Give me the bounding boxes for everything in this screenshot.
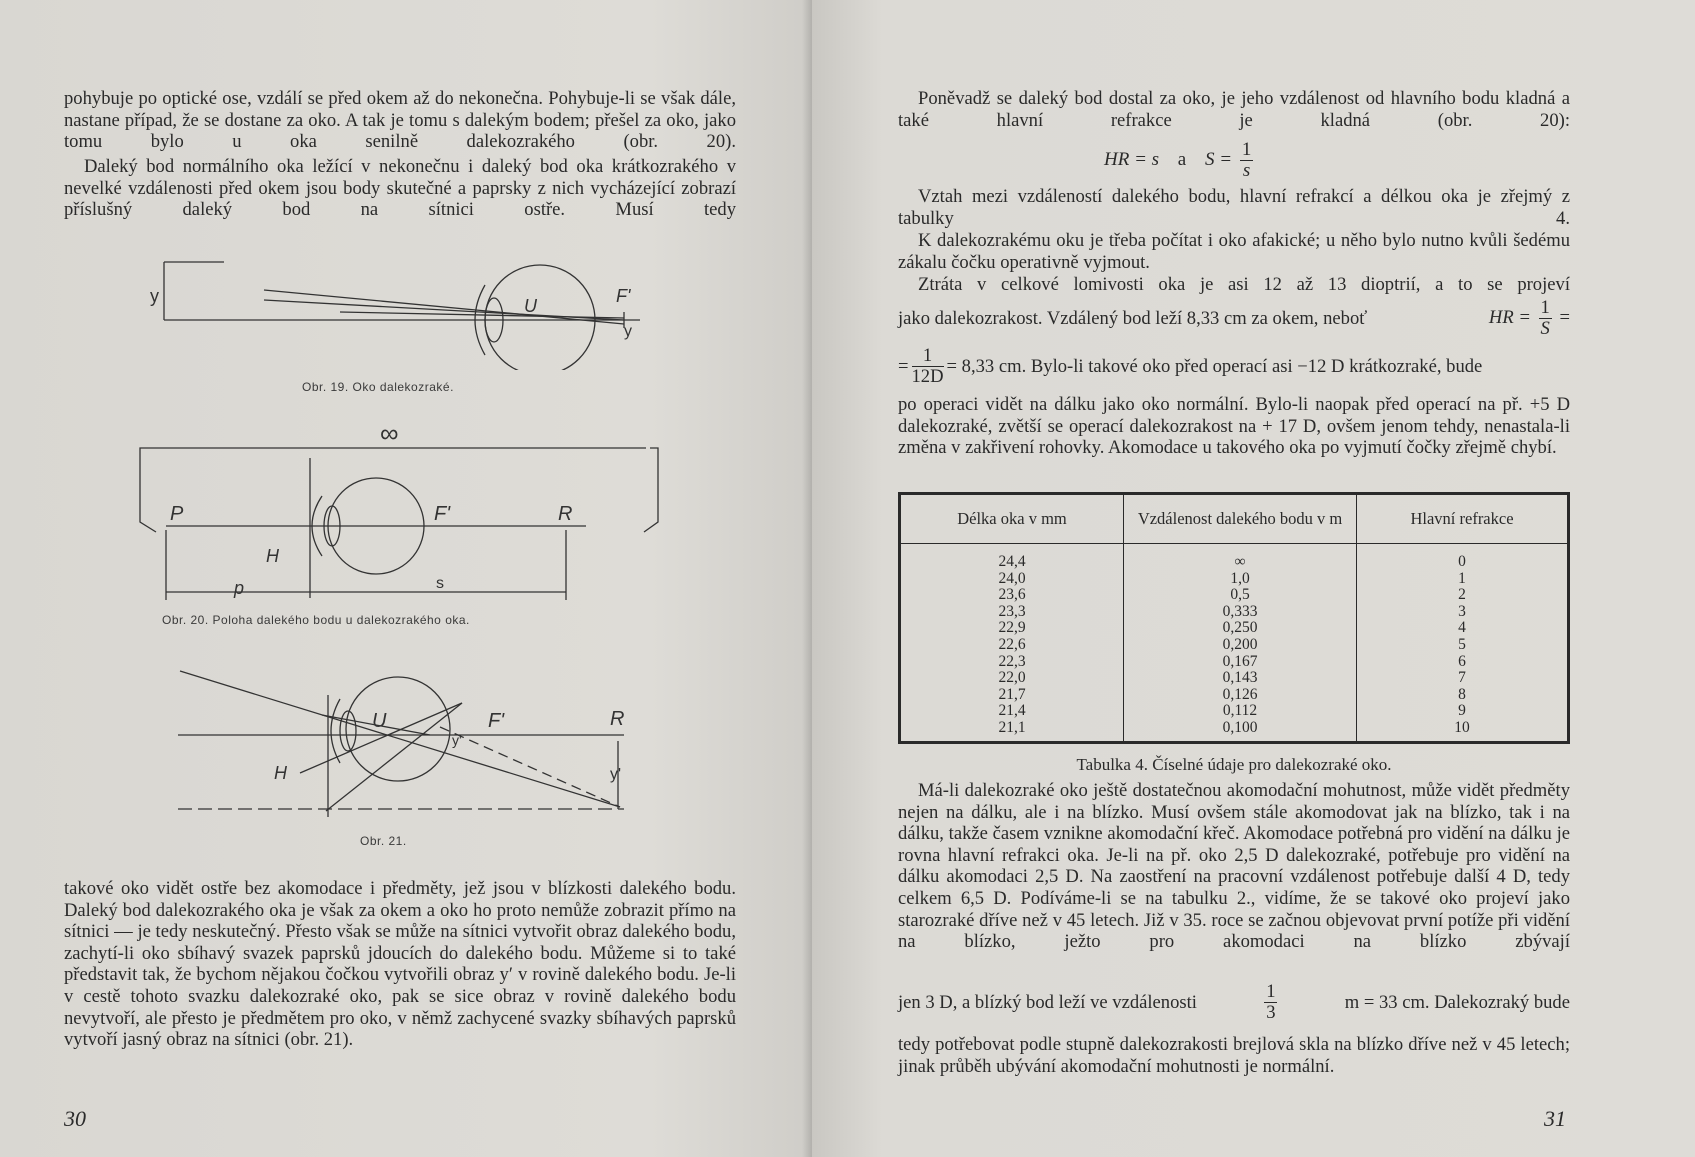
- right-paragraph-5-end: tedy potřebovat podle stupně dalekozrakosti brejlová skla na blízko dříve než v 45 letech; jinak průběh ubývání akomodační mohutnosti je normální.: [898, 1034, 1570, 1077]
- table-cell: 23,6: [998, 586, 1026, 604]
- fig21-label-y-inner: y': [452, 732, 462, 748]
- table-cell: 7: [1458, 669, 1466, 687]
- table-cell: 0,143: [1222, 669, 1258, 687]
- refraction-table: [898, 492, 1570, 744]
- p4-line2-text: jako dalekozrakost. Vzdálený bod leží 8,33 cm za okem, neboť: [898, 307, 1368, 329]
- table-cell: 4: [1458, 619, 1466, 637]
- fig20-label-H: H: [266, 546, 279, 566]
- right-paragraph-5: Má-li dalekozraké oko ještě dostatečnou akomodační mohutnost, může vidět předměty nejen na dálku, ale i na blízko. Musí ovšem stále akomodovat jak na blízko, tak i na dálku, takže časem vznikne akomodační křeč. Akomodace potřebná pro vidění na dálku je rovna hlavní refrakci oka. Je-li na př. oko 2,5 D dalekozraké, potřebuje pro vidění na dálku akomodaci 2,5 D. Na zaostření na pracovní vzdálenost potřebuje další 4 D, tedy celkem 6,5 D. Podíváme-li se na tabulku 2., vidíme, že se takové oko projeví jako starozraké dříve než v 45 letech. Již v 35. roce se začnou objevovat první potíže při vidění na blízko, ježto pro akomodaci na blízko zbývají: [898, 780, 1570, 953]
- fig21-label-R: R: [610, 708, 625, 730]
- fig21-label-H: H: [274, 763, 287, 783]
- p4-equals: =: [1559, 306, 1570, 328]
- left-paragraph-2: Daleký bod normálního oka ležící v nekonečnu i daleký bod oka krátkozrakého v nevelké vzdálenosti před okem jsou body skutečné a paprsky z nich vycházející zobrazí příslušný daleký bod na sítnici ostře. Musí tedy: [64, 156, 736, 221]
- table-cell: 8: [1458, 685, 1466, 703]
- fig19-label-F: F': [616, 286, 631, 306]
- table-header-eye-length: Délka oka v mm: [900, 494, 1124, 544]
- fig21-label-y-prime: y': [610, 766, 622, 783]
- fig21-label-U: U: [372, 710, 387, 732]
- table-col-far-point: [1124, 544, 1357, 743]
- table-cell: 3: [1458, 602, 1466, 620]
- table-col-refraction: [1357, 544, 1569, 743]
- right-paragraph-2: Vztah mezi vzdáleností dalekého bodu, hlavní refrakcí a délkou oka je zřejmý z tabulky 4.: [898, 186, 1570, 229]
- p4-fraction-1: [1539, 298, 1552, 339]
- fig20-label-p: p: [234, 578, 245, 598]
- table-cell: 0,5: [1230, 586, 1250, 604]
- right-paragraph-4-rest: po operaci vidět na dálku jako oko normální. Bylo-li naopak před operací na př. +5 D dalekozraké, zvětší se operací dalekozrakost na + 17 D, ovšem jenom tehdy, nenastala-li změna v zakřivení rohovky. Akomodace u takového oka po vyjmutí čočky zřejmě chybí.: [898, 394, 1570, 459]
- table-col-eye-length: [900, 544, 1124, 743]
- p4-fraction-1-num: 1: [1540, 297, 1550, 318]
- table-header-far-point: Vzdálenost dalekého bodu v m: [1124, 494, 1357, 544]
- p5-line-post: m = 33 cm. Dalekozraký bude: [1344, 991, 1570, 1013]
- formula-fraction-den: s: [1242, 160, 1251, 181]
- figure-19-diagram: [140, 240, 660, 370]
- table-cell: 2: [1458, 586, 1466, 604]
- table-cell: 22,9: [998, 619, 1026, 637]
- fig19-label-U: U: [524, 296, 537, 316]
- p4-hr: HR =: [1488, 306, 1531, 328]
- right-paragraph-4-line-3: [898, 346, 1570, 387]
- fig20-label-P: P: [170, 503, 184, 525]
- p5-line-pre: jen 3 D, a blízký bod leží ve vzdálenosti: [898, 991, 1197, 1013]
- table-cell: 23,3: [998, 602, 1026, 620]
- p4-fraction-2-den: 12D: [911, 366, 944, 387]
- fig20-label-F: F': [434, 503, 451, 525]
- left-page-number: 30: [64, 1106, 86, 1131]
- table-cell: 1,0: [1230, 569, 1250, 587]
- right-paragraph-4-line-1: Ztráta v celkové lomivosti oka je asi 12 až 13 dioptrií, a to se projeví: [918, 274, 1570, 295]
- table-cell: 6: [1458, 652, 1466, 670]
- figure-21-caption: Obr. 21.: [360, 834, 407, 848]
- table-header-row: [900, 494, 1569, 544]
- fig20-label-infinity: ∞: [380, 420, 399, 448]
- formula-hr-left: HR = s: [1104, 148, 1160, 170]
- p4-line3-eq: =: [898, 355, 909, 377]
- table-cell: 21,7: [998, 685, 1026, 703]
- figure-20-caption: Obr. 20. Poloha dalekého bodu u dalekozrakého oka.: [162, 613, 470, 627]
- table-cell: 9: [1458, 702, 1466, 720]
- table-cell: 0,126: [1222, 685, 1258, 703]
- right-paragraph-3: K dalekozrakému oku je třeba počítat i oko afakické; u něho bylo nutno kvůli šedému zákalu čočku operativně vyjmout.: [898, 230, 1570, 273]
- formula-s-prefix: S =: [1204, 148, 1233, 170]
- p4-fraction-1-den: S: [1540, 318, 1550, 339]
- table-cell: 24,0: [998, 569, 1026, 587]
- p4-fraction-2: [912, 346, 944, 387]
- table-cell: 22,6: [998, 635, 1026, 653]
- table-cell: 0,112: [1222, 702, 1258, 720]
- right-paragraph-1: Poněvadž se daleký bod dostal za oko, je jeho vzdálenost od hlavního bodu kladná a také hlavní refrakce je kladná (obr. 20):: [898, 88, 1570, 131]
- table-cell: 0,167: [1222, 652, 1258, 670]
- formula-fraction-num: 1: [1241, 139, 1252, 160]
- table-cell: 21,1: [998, 718, 1026, 736]
- right-paragraph-4-line-2: [898, 298, 1570, 339]
- p4-fraction-2-num: 1: [912, 346, 944, 367]
- fig20-label-s: s: [436, 575, 444, 592]
- right-paragraph-5-formula-line: [898, 982, 1570, 1023]
- table-cell: 1: [1458, 569, 1466, 587]
- table-cell: 22,3: [998, 652, 1026, 670]
- p4-line2-formula: [1489, 298, 1570, 339]
- table-body-row: [900, 544, 1569, 743]
- table-cell: 24,4: [998, 553, 1026, 570]
- table-cell: ∞: [1234, 553, 1246, 570]
- fig19-label-y-image: y: [624, 323, 632, 340]
- p5-fraction-num: 1: [1266, 981, 1276, 1002]
- fig20-label-R: R: [558, 503, 573, 525]
- left-page: [0, 0, 812, 1157]
- table-cell: 10: [1454, 718, 1470, 736]
- table-cell: 0,250: [1222, 619, 1258, 637]
- right-page-number: 31: [1544, 1106, 1566, 1131]
- table-cell: 0,100: [1222, 718, 1258, 736]
- p5-fraction: [1264, 982, 1277, 1023]
- table-cell: 0,200: [1222, 635, 1258, 653]
- table-caption: Tabulka 4. Číselné údaje pro dalekozraké oko.: [1076, 755, 1392, 774]
- figure-21-diagram: [150, 655, 670, 830]
- table-cell: 0,333: [1222, 602, 1258, 620]
- left-paragraph-3: takové oko vidět ostře bez akomodace i předměty, jež jsou v blízkosti dalekého bodu. Daleký bod dalekozrakého oka je však za okem a oko ho proto nemůže zobrazit přímo na sítnici — je tedy neskutečný. Přesto však se může na sítnici vytvořit obraz dalekého bodu, zachytí-li oko sbíhavý svazek paprsků jdoucích do dalekého bodu. Můžeme si to také představit tak, že bychom nějakou čočkou vytvořili obraz y′ v rovině dalekého bodu. Je-li v cestě tohoto svazku dalekozraké oko, pak se sice obraz v rovině dalekého bodu nevytvoří, ale přesto je předmětem pro oko, v němž zachycené svazky sbíhavých paprsků vytvoří jasný obraz na sítnici (obr. 21).: [64, 878, 736, 1051]
- formula-fraction: [1240, 140, 1254, 181]
- table-cell: 5: [1458, 635, 1466, 653]
- left-paragraph-1: pohybuje po optické ose, vzdálí se před okem až do nekonečna. Pohybuje-li se však dále, nastane případ, že se dostane za oko. A tak je tomu s dalekým bodem; přešel za oko, jako tomu bylo u oka senilně dalekozrakého (obr. 20).: [64, 88, 736, 153]
- table-header-refraction: Hlavní refrakce: [1357, 494, 1569, 544]
- formula-hr-s: [1104, 140, 1256, 181]
- table-cell: 0: [1458, 553, 1466, 570]
- figure-20-diagram: [130, 420, 670, 605]
- table-cell: 21,4: [998, 702, 1026, 720]
- figure-19-caption: Obr. 19. Oko dalekozraké.: [302, 380, 454, 394]
- fig19-label-y: y: [150, 286, 159, 306]
- fig21-label-F: F': [488, 710, 505, 732]
- p4-line3-text: = 8,33 cm. Bylo-li takové oko před operací asi −12 D krátkozraké, bude: [946, 355, 1483, 377]
- formula-and: a: [1177, 148, 1187, 170]
- p5-fraction-den: 3: [1266, 1002, 1276, 1023]
- table-cell: 22,0: [998, 669, 1026, 687]
